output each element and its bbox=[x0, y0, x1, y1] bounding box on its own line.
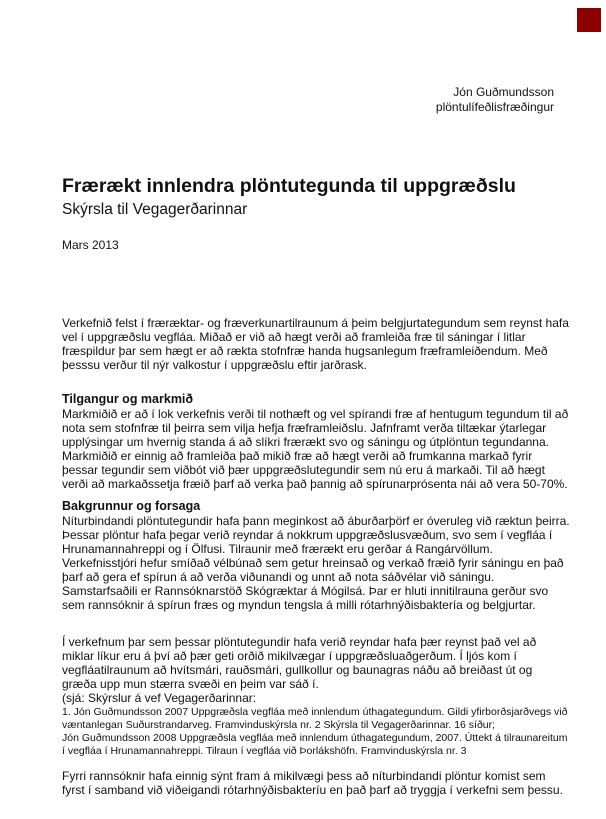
closing-paragraph: Fyrri rannsóknir hafa einnig sýnt fram á mikilvægi þess að níturbindandi plöntur komist sem fyrst í samband við viðeigandi rótarhnýðisbakteríu en það þarf að tryggja í verkefni sem þessu. bbox=[62, 769, 563, 797]
section-body-bakgrunnur: Níturbindandi plöntutegundir hafa þann meginkost að áburðarþörf er óveruleg við ræktun þeirra. Þessar plöntur hafa þegar verið reyndar á nokkrum uppgræðslusvæðum, svo sem í vegfláa í Hrunamannahreppi og í Ölfusi. Tilraunir með frærækt eru gerðar á Rangárvöllum. Verkefnisstjóri hefur smíðað vélbúnað sem getur hreinsað og verkað fræið fyrir sáningu en það þarf að gera ef spírun á að verða viðunandi og unnt að nota sáðvélar við sáningu. Samstarfsaðili er Rannsóknarstöð Skógræktar á Mógilsá. Þar er hluti innitilrauna gerður svo sem rannsóknir á spírun fræs og myndun tengsla á milli rótarhnýðisbaktería og belgjurtar. bbox=[62, 514, 570, 612]
see-also-line: (sjá: Skýrslur á vef Vegagerðarinnar: bbox=[62, 691, 257, 705]
intro-paragraph: Verkefnið felst í fræræktar- og fræverkunartilraunum á þeim belgjurtategundum sem reynst hafa vel í uppgræðslu vegfláa. Miðað er við að hægt verði að framleiða fræ til sáningar í litlar fræspildur þar sem hægt er að rækta stofnfræ handa hugsanlegum fræframleiðendum. Með þesssu verður til nýr valkostur í uppgræðslu eftir jarðrask. bbox=[62, 316, 569, 372]
references-block bbox=[62, 706, 570, 758]
author-role: plöntulífeðlisfræðingur bbox=[435, 100, 554, 114]
red-square-marker bbox=[577, 8, 601, 32]
page-subtitle: Skýrsla til Vegagerðarinnar bbox=[62, 201, 248, 218]
section-body-tilgangur: Markmiðið er að í lok verkefnis verði til nothæft og vel spírandi fræ af hentugum tegundum til að nota sem stofnfræ til þeirra sem vilja hefja fræframleiðslu. Jafnframt verða tiltækar ýtarlegar upplýsingar um hvernig standa á að slíkri frærækt svo og sáningu og útplöntun tegundanna. Markmiðið er einnig að framleiða það mikið fræ að hægt verði að frumkanna markað fyrir þessar tegundir sem viðbót við þær uppgræðslutegundir sem nú eru á markaði. Til að hægt verði að markaðssetja fræið þarf að verka það þannig að spírunarprósenta nái að vera 50-70%. bbox=[62, 407, 569, 491]
author-name: Jón Guðmundsson bbox=[453, 85, 554, 99]
reference-item: Jón Guðmundsson 2008 Uppgræðsla vegfláa með innlendum úthagategundum, 2007. Úttekt á tilraunareitum í vegfláa í Hrunamannahreppi. Tilraun í vegfláa við Þorlákshöfn. Framvinduskýrsla nr. 3 bbox=[62, 732, 568, 757]
document-date: Mars 2013 bbox=[62, 238, 119, 252]
page-content bbox=[0, 85, 606, 797]
reference-item: 1. Jón Guðmundsson 2007 Uppgræðsla vegfláa með innlendum úthagategundum. Gildi yfirborðsjarðvegs við væntanlegan Suðurstrandarveg. Framvinduskýrsla nr. 2 Skýrsla til Vegagerðarinnar. 16 síður; bbox=[62, 706, 568, 731]
section-heading-tilgangur: Tilgangur og markmið bbox=[62, 392, 194, 406]
author-block bbox=[62, 85, 570, 115]
section-heading-bakgrunnur: Bakgrunnur og forsaga bbox=[62, 499, 201, 513]
page-title: Frærækt innlendra plöntutegunda til uppgræðslu bbox=[62, 175, 516, 197]
results-paragraph: Í verkefnum þar sem þessar plöntutegundir hafa verið reyndar hafa þær reynst það vel að miklar líkur eru á því að þær geti orðið mikilvægar í uppgræðsluaðgerðum. Í ljós kom í vegfláatilraunum að hvítsmári, rauðsmári, gullkollur og baunagras náðu að breiðast út og græða upp mun stærra svæði en þeim var sáð í. bbox=[62, 635, 537, 691]
